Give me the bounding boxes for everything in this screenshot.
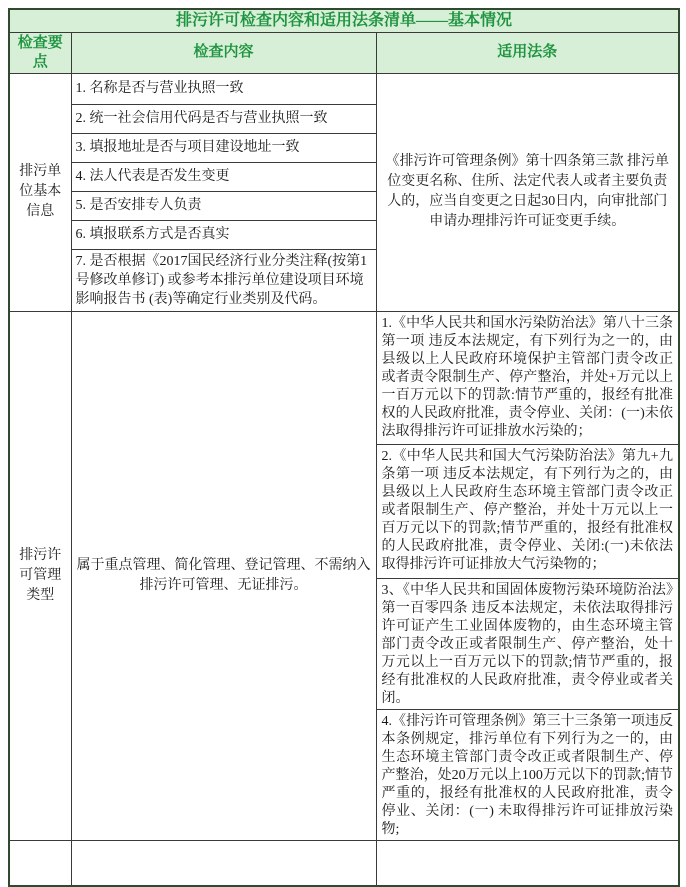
empty-cell — [376, 840, 679, 886]
table-row-partial — [9, 840, 679, 886]
check-item-5: 5. 是否安排专人负责 — [71, 191, 376, 220]
check-item-4: 4. 法人代表是否发生变更 — [71, 162, 376, 191]
col-header-check-content: 检查内容 — [71, 32, 376, 73]
law-item-1: 1.《中华人民共和国水污染防治法》第八十三条第一项 违反本法规定，有下列行为之一的，由县级以上人民政府环境保护主管部门责令改正或者责令限制生产、停产整治，并处+万元以上一百万元以下的罚款:情节严重的，报经有批准权的人民政府批准，责令停业、关闭：(一)未依法取得排污许可证排放水污染的； — [376, 311, 679, 444]
check-item-1: 1. 名称是否与营业执照一致 — [71, 73, 376, 104]
empty-cell — [9, 840, 71, 886]
section1-point-cell: 排污单位基本信息 — [9, 73, 71, 311]
title-row — [9, 9, 679, 32]
check-item-6: 6. 填报联系方式是否真实 — [71, 220, 376, 249]
inspection-checklist-table — [8, 8, 680, 887]
col-header-check-point: 检查要点 — [9, 32, 71, 73]
law-item-3: 3、《中华人民共和国固体废物污染环境防治法》第一百零四条 违反本法规定，未依法取得排污许可证产生工业固体废物的，由生态环境主管部门责令改正或者限制生产、停产整治，处十万元以上一百万元以下的罚款;情节严重的，报经有批准权的人民政府批准，责令停业或者关闭。 — [376, 578, 679, 709]
check-item-7: 7. 是否根据《2017国民经济行业分类注释(按第1号修改单修订) 或参考本排污单位建设项目环境影响报告书 (表)等确定行业类别及代码。 — [71, 249, 376, 311]
check-item-2: 2. 统一社会信用代码是否与营业执照一致 — [71, 104, 376, 133]
empty-cell — [71, 840, 376, 886]
header-row — [9, 32, 679, 73]
law-item-4: 4.《排污许可管理条例》第三十三条第一项违反本条例规定，排污单位有下列行为之一的，由生态环境主管部门责令改正或者限制生产、停产整治，处20万元以上100万元以下的罚款;情节严重的，报经有批准权的人民政府批准，责令停业、关闭：(一) 未取得排污许可证排放污染物; — [376, 709, 679, 840]
section1-law-cell: 《排污许可管理条例》第十四条第三款 排污单位变更名称、住所、法定代表人或者主要负责人的，应当自变更之日起30日内，向审批部门申请办理排污许可证变更手续。 — [376, 73, 679, 311]
page-title: 排污许可检查内容和适用法条清单——基本情况 — [9, 9, 679, 32]
section2-point-cell: 排污许可管理类型 — [9, 311, 71, 840]
law-item-2: 2.《中华人民共和国大气污染防治法》第九+九条第一项 违反本法规定，有下列行为之的，由县级以上人民政府生态环境主管部门责令改正或者限制生产、停产整治，并处十万元以上一百万元以下的罚款;情节严重的，报经有批准权的人民政府批准，责令停业、关闭:(一)未依法取得排污许可证排放大气污染物的； — [376, 444, 679, 578]
col-header-applicable-law: 适用法条 — [376, 32, 679, 73]
table-row — [9, 73, 679, 104]
section2-content-cell: 属于重点管理、简化管理、登记管理、不需纳入排污许可管理、无证排污。 — [71, 311, 376, 840]
check-item-3: 3. 填报地址是否与项目建设地址一致 — [71, 133, 376, 162]
table-row — [9, 311, 679, 444]
